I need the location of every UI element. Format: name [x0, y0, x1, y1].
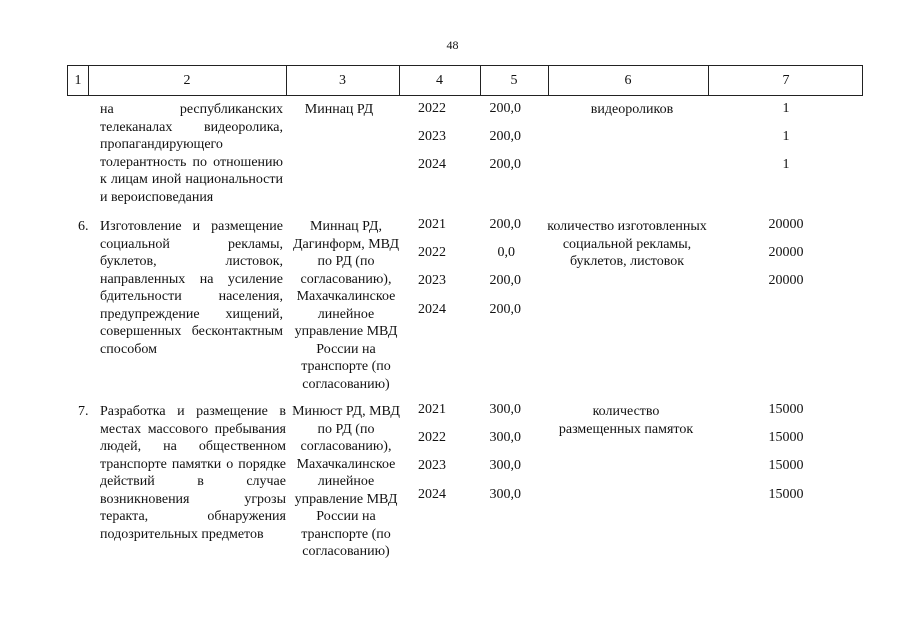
- page-number: 48: [446, 38, 459, 52]
- row-amount: 200,0: [489, 101, 521, 116]
- row-value: 20000: [768, 245, 804, 260]
- header-col-3: 3: [339, 73, 346, 88]
- row-year: 2022: [418, 101, 446, 116]
- header-col-5: 5: [510, 73, 518, 88]
- row-executor: Минюст РД, МВД по РД (по согласованию), Махачкалинское линейное управление МВД России на транспорте (по согласованию): [292, 404, 400, 559]
- row-year: 2024: [418, 487, 446, 502]
- row-number: 7.: [78, 404, 89, 419]
- row-year: 2023: [418, 273, 446, 288]
- row-value: 15000: [768, 430, 804, 445]
- row-value: 15000: [768, 458, 804, 473]
- row-amount: 0,0: [497, 245, 515, 260]
- table-header-row: [67, 65, 863, 96]
- row-description: Изготовление и размещение социальной рекламы, буклетов, листовок, направленных на усиление бдительности населения, предупреждение хищений, совершенных бесконтактным способом: [100, 219, 283, 357]
- row-year: 2023: [418, 458, 446, 473]
- header-col-1: 1: [74, 73, 82, 88]
- row-indicator: количество размещенных памяток: [558, 404, 694, 437]
- row-value: 1: [782, 129, 790, 144]
- row-executor: Миннац РД: [304, 102, 374, 117]
- header-col-4: 4: [436, 73, 443, 88]
- header-col-6: 6: [624, 73, 632, 88]
- row-value: 15000: [768, 402, 804, 417]
- row-amount: 300,0: [489, 430, 521, 445]
- row-year: 2024: [418, 157, 446, 172]
- row-indicator: количество изготовленных социальной рекламы, буклетов, листовок: [547, 219, 707, 269]
- row-value: 20000: [768, 217, 804, 232]
- row-year: 2021: [418, 402, 446, 417]
- row-amount: 200,0: [489, 129, 521, 144]
- row-year: 2022: [418, 430, 446, 445]
- row-year: 2024: [418, 302, 446, 317]
- row-value: 1: [782, 101, 790, 116]
- row-indicator: видеороликов: [590, 102, 674, 117]
- row-amount: 200,0: [489, 273, 521, 288]
- header-col-7: 7: [782, 73, 790, 88]
- row-amount: 300,0: [489, 458, 521, 473]
- row-number: 6.: [78, 219, 89, 234]
- row-amount: 200,0: [489, 217, 521, 232]
- row-year: 2023: [418, 129, 446, 144]
- row-value: 20000: [768, 273, 804, 288]
- row-year: 2021: [418, 217, 446, 232]
- row-executor: Миннац РД, Дагинформ, МВД по РД (по согласованию), Махачкалинское линейное управление МВД России на транспорте (по согласованию): [292, 219, 399, 392]
- row-amount: 300,0: [489, 487, 521, 502]
- row-amount: 200,0: [489, 302, 521, 317]
- row-description: Разработка и размещение в местах массового пребывания людей, на общественном транспорте памятки о порядке действий в случае возникновения угрозы теракта, обнаружения подозрительных предметов: [100, 404, 286, 542]
- row-value: 1: [782, 157, 790, 172]
- header-col-2: 2: [183, 73, 191, 88]
- row-year: 2022: [418, 245, 446, 260]
- row-amount: 300,0: [489, 402, 521, 417]
- row-amount: 200,0: [489, 157, 521, 172]
- row-value: 15000: [768, 487, 804, 502]
- row-description: на республиканских телеканалах видеоролика, пропагандирующего толерантность по отношению к лицам иной национальности и вероисповедания: [100, 102, 283, 205]
